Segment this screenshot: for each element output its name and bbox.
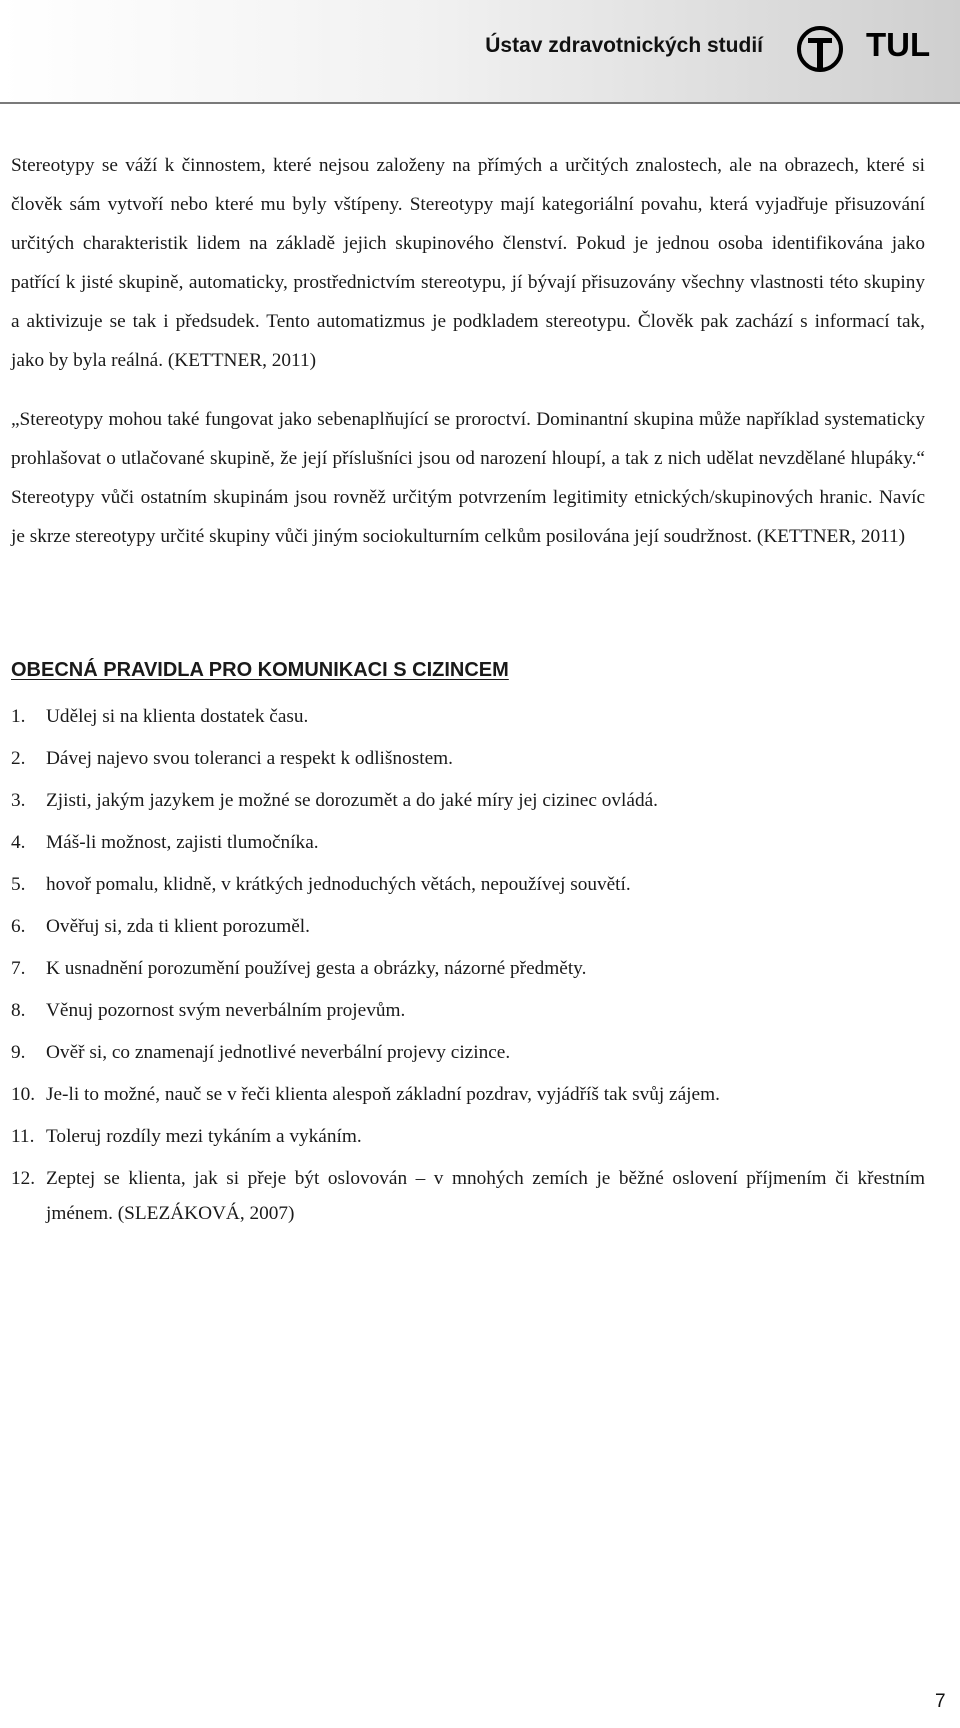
list-item-text: K usnadnění porozumění používej gesta a obrázky, názorné předměty. <box>46 958 587 979</box>
list-item-number: 3. <box>11 790 26 811</box>
list-item-number: 12. <box>11 1168 36 1189</box>
list-item <box>11 1120 925 1155</box>
institute-name: Ústav zdravotnických studií <box>485 34 763 57</box>
tul-logo-text: TUL <box>866 26 931 63</box>
list-item-text: hovoř pomalu, klidně, v krátkých jednoduchých větách, nepoužívej souvětí. <box>46 874 631 895</box>
list-item <box>11 910 925 945</box>
list-item-text: Dávej najevo svou toleranci a respekt k odlišnostem. <box>46 748 453 769</box>
list-item-number: 7. <box>11 958 26 979</box>
list-item-text: Zeptej se klienta, jak si přeje být oslovován – v mnohých zemích je běžné oslovení příjmením či křestním jménem. (SLEZÁKOVÁ, 2007) <box>46 1168 925 1224</box>
list-item-text: Ověřuj si, zda ti klient porozuměl. <box>46 916 310 937</box>
list-item <box>11 826 925 861</box>
list-item <box>11 1036 925 1071</box>
list-item-number: 9. <box>11 1042 26 1063</box>
list-item-number: 2. <box>11 748 26 769</box>
list-item-text: Máš-li možnost, zajisti tlumočníka. <box>46 832 319 853</box>
list-item-text: Toleruj rozdíly mezi tykáním a vykáním. <box>46 1126 362 1147</box>
list-item-number: 1. <box>11 706 26 727</box>
list-item <box>11 952 925 987</box>
list-item <box>11 742 925 777</box>
header-divider <box>0 102 960 104</box>
list-item <box>11 1078 925 1113</box>
list-item <box>11 868 925 903</box>
tul-logo-icon <box>795 24 845 74</box>
list-item-number: 11. <box>11 1126 35 1147</box>
paragraph-stereotypes-intro: Stereotypy se váží k činnostem, které nejsou založeny na přímých a určitých znalostech, ale na obrazech, které si člověk sám vytvoří nebo které mu byly vštípeny. Stereotypy mají kategoriální povahu, která vyjadřuje přisuzování určitých charakteristik lidem na základě jejich skupinového členství. Pokud je jednou osoba identifikována jako patřící k jisté skupině, automaticky, prostřednictvím stereotypu, jí bývají přisuzovány všechny vlastnosti této skupiny a aktivizuje se tak i předsudek. Tento automatizmus je podkladem stereotypu. Člověk pak zachází s informací tak, jako by byla reálná. (KETTNER, 2011) <box>11 155 925 371</box>
list-item-text: Věnuj pozornost svým neverbálním projevům. <box>46 1000 406 1021</box>
document-body <box>11 146 925 1239</box>
list-item-text: Zjisti, jakým jazykem je možné se dorozumět a do jaké míry jej cizinec ovládá. <box>46 790 658 811</box>
list-item-number: 6. <box>11 916 26 937</box>
page-number: 7 <box>935 1691 946 1712</box>
page-header <box>0 0 960 104</box>
list-item-number: 10. <box>11 1084 36 1105</box>
list-item <box>11 700 925 735</box>
list-item-text: Ověř si, co znamenají jednotlivé neverbální projevy cizince. <box>46 1042 511 1063</box>
list-item-number: 5. <box>11 874 26 895</box>
list-item <box>11 1162 925 1231</box>
list-item-text: Udělej si na klienta dostatek času. <box>46 706 309 727</box>
paragraph-stereotypes-prophecy: „Stereotypy mohou také fungovat jako sebenaplňující se proroctví. Dominantní skupina může například systematicky prohlašovat o utlačované skupině, že její příslušníci jsou od narození hloupí, a tak z nich udělat nevzdělané hlupáky.“ Stereotypy vůči ostatním skupinám jsou rovněž určitým potvrzením legitimity etnických/skupinových hranic. Navíc je skrze stereotypy určité skupiny vůči jiným sociokulturním celkům posilována její soudržnost. (KETTNER, 2011) <box>11 409 925 547</box>
list-item-number: 8. <box>11 1000 26 1021</box>
list-item-text: Je-li to možné, nauč se v řeči klienta alespoň základní pozdrav, vyjádříš tak svůj zájem. <box>46 1084 720 1105</box>
list-item <box>11 784 925 819</box>
list-item <box>11 994 925 1029</box>
list-item-number: 4. <box>11 832 26 853</box>
section-heading: OBECNÁ PRAVIDLA PRO KOMUNIKACI S CIZINCEM <box>11 659 509 681</box>
rules-list <box>11 700 925 1231</box>
